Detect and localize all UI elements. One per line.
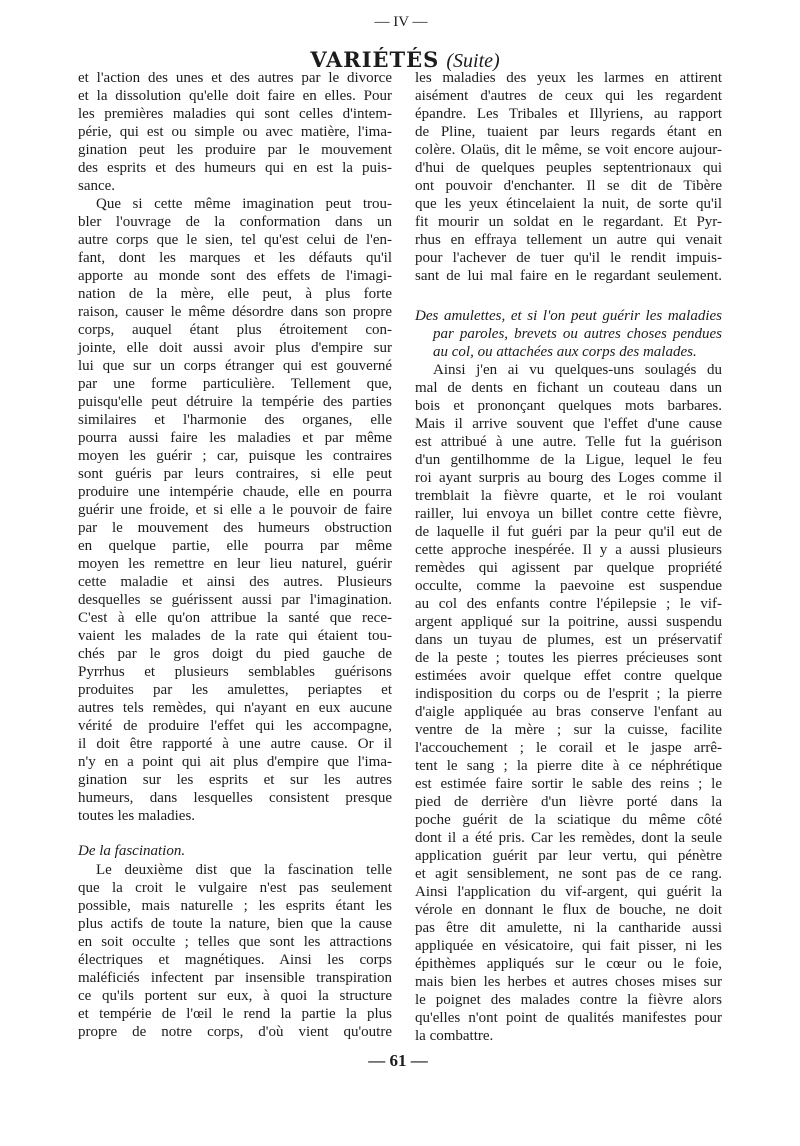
text-line: application guérit par leur vertu, qui pénètre — [415, 848, 722, 864]
section-title-main: VARIÉTÉS — [310, 47, 440, 72]
text-line: les maladies des yeux les larmes en attirent — [415, 70, 722, 86]
text-line: ce qu'ils portent sur eux, à quoi la structure — [78, 988, 392, 1004]
text-line: mal de dents en fichant un couteau dans un — [415, 380, 722, 396]
text-line: électriques et magnétiques. Ainsi les corps — [78, 952, 392, 968]
right-paragraph-1 — [415, 69, 722, 285]
text-line: de Pline, tuaient par leurs regards étant en — [415, 124, 722, 140]
page-number: — 61 — — [368, 1051, 428, 1070]
text-line: apporte au monde sont des effets de l'imagi- — [78, 268, 392, 284]
text-line: pourra aussi faire les maladies et par même — [78, 430, 392, 446]
text-line: roi ayant surpris au bourg des Loges comme il — [415, 470, 722, 486]
text-line: et agit sensiblement, ne sont pas de ce rang. — [415, 866, 722, 882]
text-line: gination peut les produire par le mouvement — [78, 142, 392, 158]
text-line: railler, lui envoya un billet contre cette fièvre, — [415, 506, 722, 522]
text-line: jointe, elle doit aussi avoir plus d'empire sur — [78, 340, 392, 356]
text-line: périe, qui est ou simple ou avec matière, l'ima- — [78, 124, 392, 140]
left-paragraph-2 — [78, 195, 392, 825]
text-line: ont pouvoir d'enchanter. Il se dit de Tibère — [415, 178, 722, 194]
text-line: gination sur les esprits et sur les autres — [78, 772, 392, 788]
text-line: Ainsi j'en ai vu quelques-uns soulagés du — [433, 362, 722, 378]
text-line: ventre de la mère ; sur la cuisse, facilite — [415, 722, 722, 738]
text-line: le poignet des malades contre la fièvre alors — [415, 992, 722, 1008]
text-line: d'hui de quelques peuples septentrionaux qui — [415, 160, 722, 176]
section-title-suffix: (Suite) — [446, 50, 500, 72]
text-line: occulte, comme la paevoine est suspendue — [415, 578, 722, 594]
text-line: Pyrrhus et plusieurs semblables guérisons — [78, 664, 392, 680]
text-line: sont guéris par leurs contraires, si elle peut — [78, 466, 392, 482]
text-line: nation de la mère, elle peut, à plus forte — [78, 286, 392, 302]
text-line: autres tels remèdes, qui n'ayant en eux aucune — [78, 700, 392, 716]
text-line: n'y en a point qui ait plus d'empire que l'ima- — [78, 754, 392, 770]
text-line: remèdes qui agissent par quelque propriété — [415, 560, 722, 576]
text-line: Ainsi l'application du vif-argent, qui guérit la — [415, 884, 722, 900]
text-line: corps, auquel étant plus étroitement con- — [78, 322, 392, 338]
text-line: de la peste ; toutes les pierres précieuses sont — [415, 650, 722, 666]
text-line: bler l'ouvrage de la conformation dans un — [78, 214, 392, 230]
text-line: humeurs, dans lesquelles consistent presque — [78, 790, 392, 806]
text-line: et la dissolution qu'elle doit faire en elles. Pour — [78, 88, 392, 104]
text-line: produire une intempérie chaude, elle en pourra — [78, 484, 392, 500]
text-line: tremblait la fièvre quarte, et le roi voulant — [415, 488, 722, 504]
text-line: sant de lui mal faire en le regardant seulement. — [415, 268, 722, 284]
text-line: raison, causer le même désordre dans son propre — [78, 304, 392, 320]
text-line: et tempérie de l'œil le rend la partie la plus — [78, 1006, 392, 1022]
text-line: d'aigle appliquée au bras conserve l'enfant au — [415, 704, 722, 720]
text-line: tent le sang ; la pierre dite à ce néphrétique — [415, 758, 722, 774]
text-line: guérir une froide, et si elle a le pouvoir de faire — [78, 502, 392, 518]
text-line: propre de notre corps, d'où vient qu'outre — [78, 1024, 392, 1040]
text-line: vaient les malades de la rate qui étaient tou- — [78, 628, 392, 644]
text-line: est attribué à une autre. Telle fut la guérison — [415, 434, 722, 450]
text-line: que les yeux étincelaient la nuit, de sorte qu'il — [415, 196, 722, 212]
heading-line: par paroles, brevets ou autres choses pendues — [433, 326, 722, 342]
text-line: qu'elles n'ont point de qualités manifestes pour — [415, 1010, 722, 1026]
section-heading-fascination: De la fascination. — [78, 843, 186, 859]
left-paragraph-1 — [78, 69, 392, 195]
text-line: Que si cette même imagination peut trou- — [96, 196, 392, 212]
right-paragraph-2 — [415, 361, 722, 1045]
text-line: argent appliqué sur la poitrine, aussi suspendu — [415, 614, 722, 630]
text-line: lui que sur un corps étranger qui est gouverné — [78, 358, 392, 374]
text-line: chés par le gros doigt du pied gauche de — [78, 646, 392, 662]
text-line: poche guérit de la sciatique du même côté — [415, 812, 722, 828]
text-line: moyen les guérir ; car, puisque les contraires — [78, 448, 392, 464]
text-line: fant, dont les marques et les défauts qu'il — [78, 250, 392, 266]
text-line: plus actifs de toute la nature, bien que la cause — [78, 916, 392, 932]
text-line: maléficiés infectent par insensible transpiration — [78, 970, 392, 986]
text-line: des esprits et des humeurs qui en est la puis- — [78, 160, 392, 176]
text-line: par une forme particulière. Tellement que, — [78, 376, 392, 392]
text-line: en soit occulte ; telles que sont les attractions — [78, 934, 392, 950]
text-line: fit mourir un soldat en le regardant. Et Pyr- — [415, 214, 722, 230]
text-line: aisément d'autres de ceux qui les regardent — [415, 88, 722, 104]
text-line: la combattre. — [415, 1028, 494, 1044]
text-line: pour l'achever de tuer qu'il le rendit impuis- — [415, 250, 722, 266]
text-line: desquelles se guérissent aussi par l'imagination. — [78, 592, 392, 608]
heading-line: au col, ou attachées aux corps des malades. — [433, 344, 697, 360]
left-paragraph-3 — [78, 861, 392, 1041]
text-line: bois et prononçant quelques mots barbares. — [415, 398, 722, 414]
text-line: produites par les amulettes, periaptes et — [78, 682, 392, 698]
text-line: l'accouchement ; le corail et le jaspe arrê- — [415, 740, 722, 756]
text-line: est estimée faire sortir le sable des reins ; le — [415, 776, 722, 792]
text-line: il doit être rapporté à une autre cause. Or il — [78, 736, 392, 752]
text-line: dont il a été pris. Car les remèdes, dont la seule — [415, 830, 722, 846]
text-line: indisposition du corps ou de l'esprit ; la pierre — [415, 686, 722, 702]
text-line: au col des enfants contre l'épilepsie ; le vif- — [415, 596, 722, 612]
text-line: colère. Olaüs, dit le même, se voit encore aujour- — [415, 142, 722, 158]
text-line: Mais il arrive souvent que l'effet d'une cause — [415, 416, 722, 432]
text-line: les premières maladies qui sont celles d'intem- — [78, 106, 392, 122]
text-line: moyen les remettre en leur lieu naturel, guérir — [78, 556, 392, 572]
text-line: autre corps que le sien, tel qu'est celui de l'en- — [78, 232, 392, 248]
text-line: vérole en donnant le flux de bouche, ne doit — [415, 902, 722, 918]
text-line: épithèmes appliqués sur le cœur ou le foie, — [415, 956, 722, 972]
text-line: de laquelle il fut guéri par la peur qu'il eut de — [415, 524, 722, 540]
text-line: par le mouvement des humeurs obstruction — [78, 520, 392, 536]
text-line: épandre. Les Tribales et Illyriens, au rapport — [415, 106, 722, 122]
text-line: possible, mais naturelle ; les esprits étant les — [78, 898, 392, 914]
text-line: rhus en effraya tellement un autre qui venait — [415, 232, 722, 248]
text-line: Le deuxième dist que la fascination telle — [96, 862, 392, 878]
text-line: similaires et l'harmonie des organes, elle — [78, 412, 392, 428]
text-line: en quelque partie, elle pourra par même — [78, 538, 392, 554]
text-line: sance. — [78, 178, 116, 194]
text-line: pas être dit amulette, ni la cantharide aussi — [415, 920, 722, 936]
text-line: d'un gentilhomme de la Ligue, lequel le feu — [415, 452, 722, 468]
running-head: — IV — — [374, 14, 428, 30]
text-line: pied de derrière d'un lièvre porté dans la — [415, 794, 722, 810]
text-line: appliquée en vésicatoire, qui fait pisser, ni les — [415, 938, 722, 954]
text-line: estimées avoir quelque effet contre quelque — [415, 668, 722, 684]
text-line: vérité de produire l'effet qui les accompagne, — [78, 718, 392, 734]
text-line: cette maladie et ainsi des autres. Plusieurs — [78, 574, 392, 590]
text-line: et l'action des unes et des autres par le divorce — [78, 70, 392, 86]
text-line: puisqu'elle peut détruire la tempérie des parties — [78, 394, 392, 410]
text-line: C'est à elle qu'on attribue la santé que rece- — [78, 610, 392, 626]
text-line: dans un tuyau de plumes, est un préservatif — [415, 632, 722, 648]
heading-line: Des amulettes, et si l'on peut guérir les maladies — [415, 308, 722, 324]
text-line: mais bien les herbes et autres choses mises sur — [415, 974, 722, 990]
text-line: cette approche inespérée. Il y a aussi plusieurs — [415, 542, 722, 558]
text-line: toutes les maladies. — [78, 808, 196, 824]
section-heading-amulettes — [415, 307, 722, 361]
text-line: que la croit le vulgaire n'est pas seulement — [78, 880, 392, 896]
